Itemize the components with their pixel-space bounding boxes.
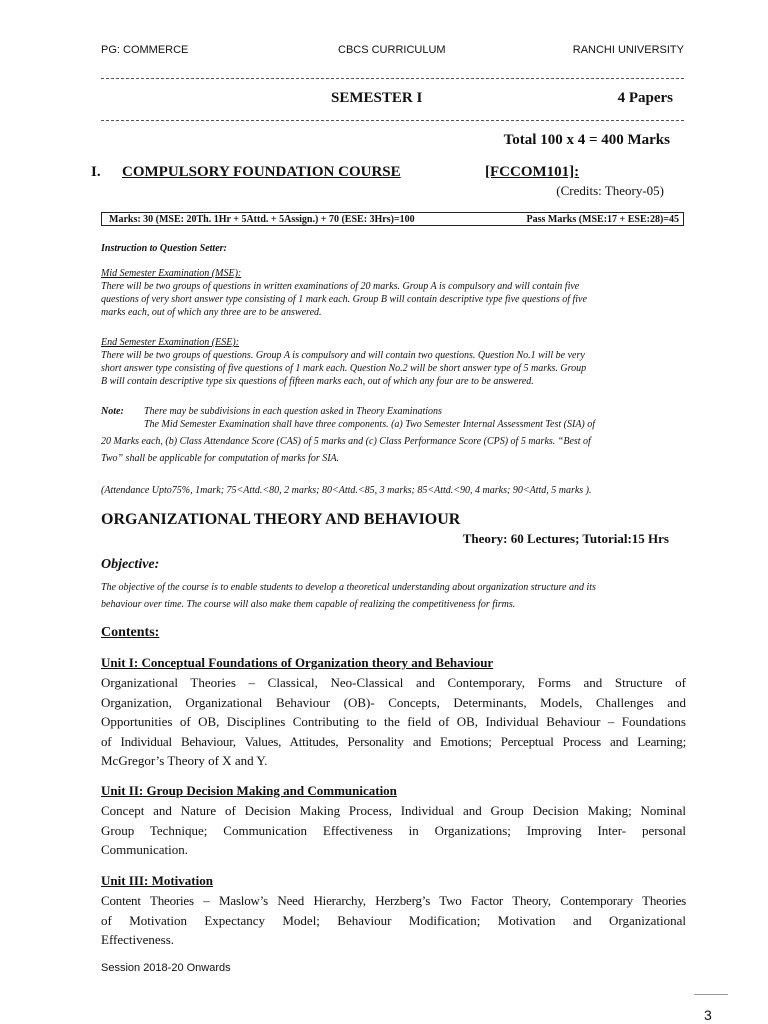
semester-title: SEMESTER I bbox=[331, 90, 423, 106]
unit-title: Unit II: Group Decision Making and Communication bbox=[101, 783, 397, 798]
note-line: Two” shall be applicable for computation of marks for SIA. bbox=[101, 453, 340, 464]
note-label: Note: bbox=[101, 406, 124, 417]
header-center: CBCS CURRICULUM bbox=[338, 44, 446, 56]
objective-text: The objective of the course is to enable students to develop a theoretical understanding about organization structure and its behaviour over time. The course will also make them capable of realizing the competitiveness for firms. bbox=[101, 582, 596, 610]
ese-heading: End Semester Examination (ESE): bbox=[101, 337, 240, 348]
course-number: I. bbox=[91, 164, 101, 180]
note-line: There may be subdivisions in each question asked in Theory Examinations bbox=[144, 406, 442, 417]
unit-body: Concept and Nature of Decision Making Process, Individual and Group Decision Making; Nominal Group Technique; Communication Effectiveness in Organizations; Improving Inter- personal Communication. bbox=[101, 803, 686, 857]
unit-title: Unit III: Motivation bbox=[101, 873, 213, 888]
contents-heading: Contents: bbox=[101, 625, 160, 640]
instruction-heading: Instruction to Question Setter: bbox=[101, 243, 227, 254]
total-marks: Total 100 x 4 = 400 Marks bbox=[503, 132, 670, 148]
footer-session: Session 2018-20 Onwards bbox=[101, 962, 231, 974]
divider bbox=[101, 120, 684, 121]
note-line: The Mid Semester Examination shall have three components. (a) Two Semester Internal Assessment Test (SIA) of bbox=[144, 419, 596, 430]
page-number: 3 bbox=[704, 1007, 712, 1023]
course-name: COMPULSORY FOUNDATION COURSE bbox=[122, 164, 401, 180]
unit-body: Organizational Theories – Classical, Neo-Classical and Contemporary, Forms and Structure of Organization, Organizational Behaviour (OB)- Concepts, Determinants, Models, Challenges and Opportunities of OB, Disciplines Contributing to the field of OB, Individual Behaviour – Foundations of Individual Behaviour, Values, Attitudes, Personality and Emotions; Perceptual Process and Learning; McGregor’s Theory of X and Y. bbox=[101, 675, 686, 768]
ese-text: There will be two groups of questions. Group A is compulsory and will contain two questions. Question No.1 will be very short answer type consisting of five questions of 1 mark each. Question No.2 will be short answer type of 5 marks. Group B will contain descriptive type six questions of fifteen marks each, out of which any four are to be answered. bbox=[101, 350, 587, 387]
course-code: [FCCOM101]: bbox=[485, 164, 580, 180]
page-number-rule bbox=[694, 994, 728, 995]
header-right: RANCHI UNIVERSITY bbox=[572, 44, 684, 56]
pass-marks: Pass Marks (MSE:17 + ESE:28)=45 bbox=[526, 214, 679, 225]
lectures: Theory: 60 Lectures; Tutorial:15 Hrs bbox=[462, 531, 669, 546]
note-line: 20 Marks each, (b) Class Attendance Score (CAS) of 5 marks and (c) Class Performance Score (CPS) of 5 marks. “Best of bbox=[101, 436, 591, 447]
attendance-note: (Attendance Upto75%, 1mark; 75<Attd.<80, 2 marks; 80<Attd.<85, 3 marks; 85<Attd.<90, 4 marks; 90<Attd, 5 marks ). bbox=[101, 485, 592, 496]
objective-heading: Objective: bbox=[101, 557, 160, 572]
divider bbox=[101, 78, 684, 79]
marks-box bbox=[101, 212, 684, 226]
header-left: PG: COMMERCE bbox=[101, 44, 189, 56]
unit-body: Content Theories – Maslow’s Need Hierarchy, Herzberg’s Two Factor Theory, Contemporary Theories of Motivation Expectancy Model; Behaviour Modification; Motivation and Organizational Effectiveness. bbox=[101, 893, 686, 947]
papers-count: 4 Papers bbox=[617, 90, 673, 106]
unit-title: Unit I: Conceptual Foundations of Organization theory and Behaviour bbox=[101, 655, 494, 670]
mse-text: There will be two groups of questions in written examinations of 20 marks. Group A is compulsory and will contain five questions of very short answer type consisting of 1 mark each. Group B will contain descriptive type five questions of five marks each, out of which any three are to be answered. bbox=[101, 281, 587, 318]
paper-title: ORGANIZATIONAL THEORY AND BEHAVIOUR bbox=[101, 511, 461, 528]
credits: (Credits: Theory-05) bbox=[556, 183, 664, 198]
marks-text: Marks: 30 (MSE: 20Th. 1Hr + 5Attd. + 5Assign.) + 70 (ESE: 3Hrs)=100 bbox=[109, 214, 415, 225]
mse-heading: Mid Semester Examination (MSE): bbox=[101, 268, 242, 279]
